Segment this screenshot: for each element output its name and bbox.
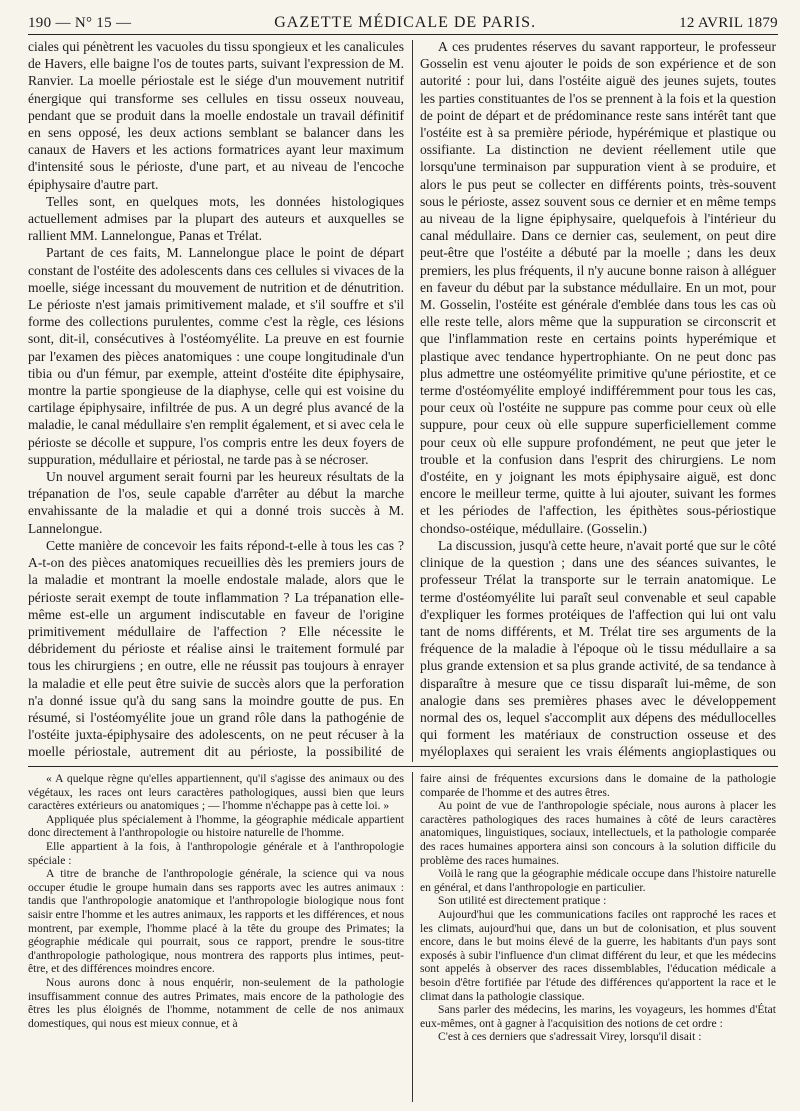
paragraph: C'est à ces derniers que s'adressait Virey, lorsqu'il disait : <box>438 1030 702 1044</box>
page-header <box>28 8 778 32</box>
section-rule <box>28 766 778 767</box>
paragraph: Elle appartient à la fois, à l'anthropologie générale et à l'anthropologie spéciale : <box>28 839 404 867</box>
paragraph: Nous aurons donc à nous enquérir, non-seulement de la pathologie insuffisamment connue des autres Primates, mais encore de la pathologie des êtres les plus éloignés de l'homme, notamment de celle de nos animaux domestiques, qui nous est mieux connue, et à <box>28 975 404 1030</box>
paragraph: A titre de branche de l'anthropologie générale, la science qui va nous occuper étudie le groupe humain dans ses rapports avec les autres animaux : tandis que l'anthropologie anatomique et l'anthropologie biologique nous font saisir entre l'homme et les autres animaux, les rapports et les différences, et nous montrent, par exemple, l'homme placé à la tête du groupe des Primates; la géographie médicale qui pourrait, sous ce rapport, prendre le sous-titre d'anthropologie pathologique, nous montrera des rapports plus intimes, peut-être, et des différences moindres encore. <box>28 867 404 976</box>
paragraph: Partant de ces faits, M. Lannelongue place le point de départ constant de l'ostéite des adolescents dans ces cellules si vivaces de la moelle, siége incessant du mouvement de nutrition et de dénutrition. Le périoste n'est jamais primitivement malade, et s'il souffre et s'il forme des collections purulentes, comme c'est la règle, ces lésions sont, dit-il, consécutives à l'ostéomyélite. La preuve en est fournie par l'examen des pièces anatomiques : une coupe longitudinale d'un tibia ou d'un fémur, par exemple, atteint d'ostéite dite épiphysaire, montre la partie spongieuse de la diaphyse, celle qui est voisine du cartilage épiphysaire, infiltrée de pus. A un degré plus avancé de la maladie, le canal médullaire s'en remplit également, et si avec cela le périoste se décolle et suppure, l'os compris entre les deux foyers de suppuration, médullaire et périostal, ne tarde pas à se nécroser. <box>28 245 404 467</box>
paragraph: Cette manière de concevoir les faits répond-t-elle à tous les cas ? A-t-on des pièces anatomiques recueillies dès les premiers jours de la maladie et montrant la moelle endostale malade, alors que le périoste serait exempt de toute inflammation ? La trépanation elle-même est-elle un argument indiscutable en faveur de l'origine primitivement médullaire de l'affection ? Elle nécessite le débridement du périoste et réalise ainsi le traitement formulé par tous les chirurgiens ; en outre, elle ne réussit pas toujours à enrayer la maladie et elle peut être suivie de succès alors que la perforation n'a donné issue qu'à du sang sans la moindre goutte de pus. En résumé, si l'ostéomyélite joue un grand rôle dans la pathogénie de l'ostéite juxta-épiphysaire des adolescents, on ne peut récuser à la moelle périostale, autrement dit au périoste, la possibilité de <box>28 537 404 760</box>
issue-date: 12 AVRIL 1879 <box>679 15 778 31</box>
header-rule <box>28 34 778 35</box>
page-number-issue <box>28 15 131 32</box>
column-divider <box>412 772 413 1102</box>
paragraph: A ces prudentes réserves du savant rapporteur, le professeur Gosselin est venu ajouter le poids de son expérience et de son autorité : pour lui, dans l'ostéite aiguë des jeunes sujets, toutes les parties constituantes de l'os se prennent à la fois et la question de point de départ et de prédominance reste sans intérêt tant que l'ostéite est à sa première période, hypérémique et plastique ou ossifiante. La distinction ne devient réellement utile que lorsqu'une terminaison par suppuration vient à se produire, et alors le pus peut se collecter en différents points, très-souvent sous le périoste, assez souvent sous ce dernier et en même temps au niveau de la ligne épiphysaire, quelquefois à l'intérieur du canal médullaire. Dans ce dernier cas, seulement, on peut dire peut-être que l'ostéite a débuté par la moelle ; dans les deux premiers, les plus fréquents, il n'y aucune bonne raison à alléguer en faveur du début par la substance médullaire. En un mot, pour M. Gosselin, l'ostéite est générale d'emblée dans tous les cas où elle reste telle, alors même que la suppuration se circonscrit et que l'inflammation reste en certains points hyperémique et plastique avec tendance hypertrophiante. On ne peut donc pas plus admettre une ostéomyélite primitive qu'une périostite, et ce terme d'ostéomyélite employé indifféremment pour tous les cas, pour ceux où l'ostéite ne suppure pas comme pour ceux où elle suppure, pour ceux où elle suppure superficiellement comme pour ceux où elle suppure profondément, ne peut que jeter le trouble et la confusion dans l'esprit des chirurgiens. Le nom d'ostéite, en y joignant les mots épiphysaire aiguë, est donc encore le meilleur terme, quitte à lui ajouter, suivant les formes et les périodes de l'affection, les épithètes sous-périostique chondso-ostéique, médullaire. (Gosselin.) <box>420 39 776 536</box>
paragraph: Voilà le rang que la géographie médicale occupe dans l'histoire naturelle en général, et dans l'anthropologie en particulier. <box>420 867 776 894</box>
column-divider <box>412 40 413 762</box>
page-number: 190 <box>28 15 52 31</box>
paragraph: ciales qui pénètrent les vacuoles du tissu spongieux et les canalicules de Havers, elle baigne l'os de toutes parts, suivant l'expression de M. Ranvier. La moelle périostale est le siége d'un mouvement nutritif énergique qui transforme ses cellules en tissu osseux nouveau, pendant que se produit dans la moelle endostale un travail définitif en sens opposé, les deux actions semblant se balancer dans les canaux de Havers et les actions formatrices ayant leur maximum d'intensité sous le périoste, d'une part, et au niveau de l'encoche épiphysaire d'autre part. <box>28 39 404 192</box>
paragraph: La discussion, jusqu'à cette heure, n'avait porté que sur le côté clinique de la question ; dans une des séances suivantes, le professeur Trélat la transporte sur le terrain anatomique. Le terme d'ostéomyélite lui paraît seul convenable et seul capable d'expliquer les formes protéiques de l'affection qui lui ont valu tant de noms différents, et M. Trélat tire ses arguments de la fréquence de la maladie à l'époque où le tissu médullaire a sa plus grande extension et sa plus grande activité, de sa tendance à disparaître à mesure que ce tissu disparaît lui-même, de son analogie dans ses premières phases avec le développement normal des os, lequel s'accomplit aux dépens des médullocelles qui forment les matériaux de construction osseuse et des myéloplaxes qui seraient les vrais éléments angioplastiques ou <box>420 537 776 760</box>
paragraph: Appliquée plus spécialement à l'homme, la géographie médicale appartient donc directement à l'anthropologie ou histoire naturelle de l'homme. <box>28 812 404 840</box>
publication-title: GAZETTE MÉDICALE DE PARIS. <box>274 14 537 31</box>
paragraph: Son utilité est directement pratique : <box>438 894 607 908</box>
feuilleton-column-left <box>28 772 404 1102</box>
paragraph: Un nouvel argument serait fourni par les heureux résultats de la trépanation de l'os, seule capable d'arrêter au début la marche envahissante de la maladie et qui a donné trois succès à M. Lannelongue. <box>28 469 404 536</box>
paragraph: Sans parler des médecins, les marins, les voyageurs, les hommes d'État eux-mêmes, ont à gagner à l'acquisition des notions de cet ordre : <box>420 1003 776 1030</box>
paragraph: faire ainsi de fréquentes excursions dans le domaine de la pathologie comparée de l'homme et des autres êtres. <box>420 772 776 799</box>
paragraph: « A quelque règne qu'elles appartiennent, qu'il s'agisse des animaux ou des végétaux, les races ont leurs caractères pathologiques, aussi bien que leurs caractères extérieurs ou anatomiques ; — l'homme n'échappe pas à cette loi. » <box>28 772 404 813</box>
paragraph: Aujourd'hui que les communications faciles ont rapproché les races et les climats, aujourd'hui que, dans un but de colonisation, et plus souvent encore, dans le but moins élevé de la guerre, les habitants d'un pays sont exposés à subir l'influence d'un climat différent du leur, et que les médecins sont appelés à observer des races dissemblables, l'éducation médicale a besoin d'être fortifiée par l'étude des différences qu'apportent la race et le climat dans la pathologie classique. <box>420 907 776 1003</box>
paragraph: Telles sont, en quelques mots, les données histologiques actuellement admises par la plupart des auteurs et auxquelles se rallient MM. Lannelongue, Panas et Trélat. <box>28 193 404 244</box>
article-column-right <box>420 38 776 762</box>
paragraph: Au point de vue de l'anthropologie spéciale, nous aurons à placer les caractères pathologiques des races humaines à côté de leurs caractères anatomiques, linguistiques, sociaux, intellectuels, et la pathologie comparée des races humaines apportera ainsi son concours à la solution difficile du problème des races humaines. <box>420 799 776 867</box>
feuilleton-column-right <box>420 772 776 1102</box>
article-column-left <box>28 38 404 762</box>
issue-number: — N° 15 — <box>55 15 132 31</box>
